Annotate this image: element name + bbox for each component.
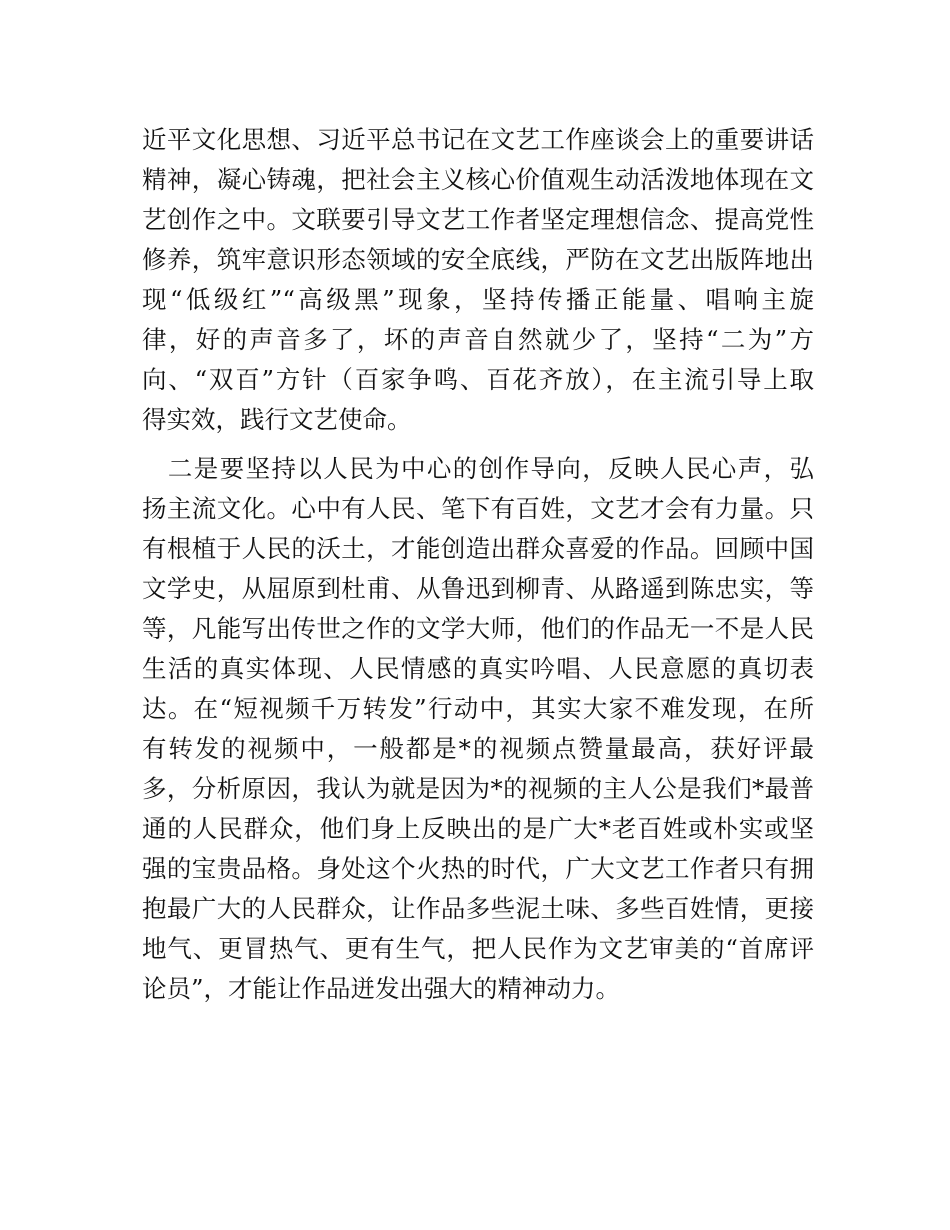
paragraph-line: 等，凡能写出传世之作的文学大师，他们的作品无一不是人民 [142,614,814,643]
paragraph-line: 多，分析原因，我认为就是因为*的视频的主人公是我们*最普 [142,774,814,803]
paragraph-line: 得实效，践行文艺使命。 [142,405,412,434]
paragraph-2 [142,449,814,1009]
paragraph-line: 生活的真实体现、人民情感的真实吟唱、人民意愿的真切表 [142,654,814,683]
paragraph-line: 向、“双百”方针（百家争鸣、百花齐放），在主流引导上取 [142,365,814,394]
paragraph-line: 近平文化思想、习近平总书记在文艺工作座谈会上的重要讲话 [142,125,814,154]
paragraph-line: 有转发的视频中，一般都是*的视频点赞量最高，获好评最 [142,734,814,763]
paragraph-line: 修养，筑牢意识形态领域的安全底线，严防在文艺出版阵地出 [142,245,814,274]
paragraph-line: 二是要坚持以人民为中心的创作导向，反映人民心声，弘 [142,454,814,483]
paragraph-line: 艺创作之中。文联要引导文艺工作者坚定理想信念、提高党性 [142,205,814,234]
paragraph-line: 通的人民群众，他们身上反映出的是广大*老百姓或朴实或坚 [142,814,814,843]
paragraph-line: 文学史，从屈原到杜甫、从鲁迅到柳青、从路遥到陈忠实，等 [142,574,814,603]
paragraph-line: 现“低级红”“高级黑”现象，坚持传播正能量、唱响主旋 [142,285,814,314]
paragraph-line: 强的宝贵品格。身处这个火热的时代，广大文艺工作者只有拥 [142,854,814,883]
paragraph-line: 律，好的声音多了，坏的声音自然就少了，坚持“二为”方 [142,325,814,354]
paragraph-line: 精神，凝心铸魂，把社会主义核心价值观生动活泼地体现在文 [142,165,814,194]
paragraph-line: 抱最广大的人民群众，让作品多些泥土味、多些百姓情，更接 [142,894,814,923]
paragraph-1 [142,120,814,440]
paragraph-line: 扬主流文化。心中有人民、笔下有百姓，文艺才会有力量。只 [142,494,814,523]
paragraph-line: 地气、更冒热气、更有生气，把人民作为文艺审美的“首席评 [142,934,814,963]
paragraph-line: 达。在“短视频千万转发”行动中，其实大家不难发现，在所 [142,694,814,723]
paragraph-line: 有根植于人民的沃土，才能创造出群众喜爱的作品。回顾中国 [142,534,814,563]
paragraph-line: 论员”，才能让作品迸发出强大的精神动力。 [142,974,621,1003]
